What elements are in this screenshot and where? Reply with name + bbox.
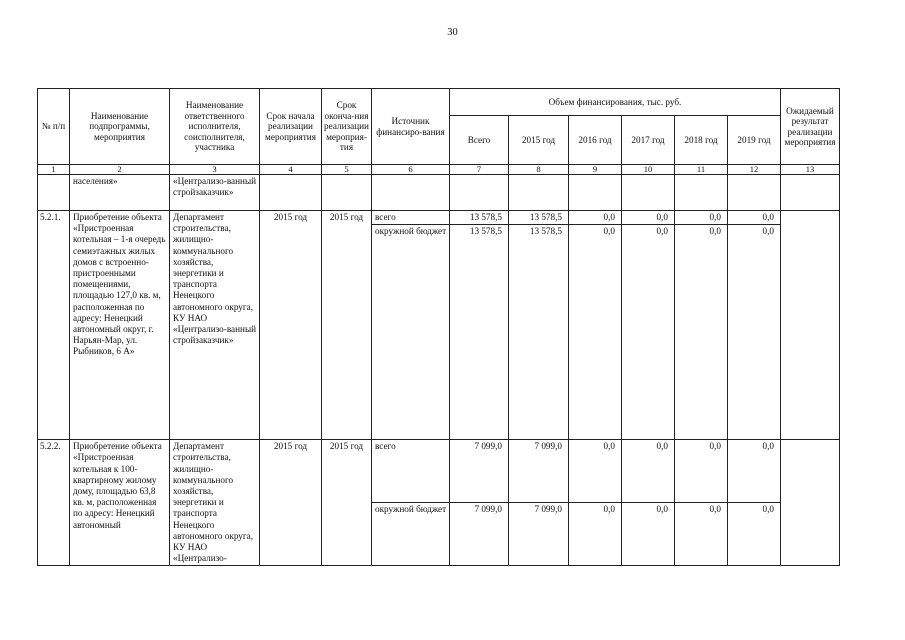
continuation-name: населения» — [70, 175, 170, 211]
row-activity-name: Приобретение объекта «Пристроенная котельная – 1-я очередь семиэтажных жилых домов с встроенно-пристроенными помещениями, площадью 127,0 кв. м, расположенная по адресу: Ненецкий автономный округ, г. Нарьян-Мар, ул. Рыбников, 6 А» — [70, 211, 170, 440]
row-2017: 0,0 — [622, 503, 675, 566]
column-number: 8 — [509, 165, 569, 175]
row-total: 7 099,0 — [450, 503, 509, 566]
row-2019: 0,0 — [728, 503, 781, 566]
row-2018: 0,0 — [675, 440, 728, 503]
row-start: 2015 год — [260, 440, 322, 566]
row-2017: 0,0 — [622, 225, 675, 440]
header-col-total: Всего — [450, 116, 509, 165]
row-2017: 0,0 — [622, 440, 675, 503]
row-end: 2015 год — [322, 211, 372, 440]
row-2019: 0,0 — [728, 211, 781, 225]
header-col-number: № п/п — [38, 89, 70, 165]
row-2018: 0,0 — [675, 225, 728, 440]
row-executor: Департамент строительства, жилищно-коммунального хозяйства, энергетики и транспорта Ненецкого автономного округа, КУ НАО «Централизо- — [170, 440, 260, 566]
row-total: 7 099,0 — [450, 440, 509, 503]
row-2015: 7 099,0 — [509, 503, 569, 566]
row-2016: 0,0 — [569, 440, 622, 503]
column-number: 4 — [260, 165, 322, 175]
row-number: 5.2.2. — [38, 440, 70, 566]
column-number: 5 — [322, 165, 372, 175]
row-result — [781, 440, 840, 566]
continuation-executor: «Централизо-ванный стройзаказчик» — [170, 175, 260, 211]
column-number: 13 — [781, 165, 840, 175]
header-col-start: Срок начала реализации мероприятия — [260, 89, 322, 165]
header-row-1 — [38, 89, 840, 116]
continuation-row — [38, 175, 840, 211]
header-col-source: Источник финансиро-вания — [372, 89, 450, 165]
row-source: всего — [372, 440, 450, 503]
row-start: 2015 год — [260, 211, 322, 440]
column-number: 1 — [38, 165, 70, 175]
column-number: 2 — [70, 165, 170, 175]
header-col-2016: 2016 год — [569, 116, 622, 165]
row-activity-name: Приобретение объекта «Пристроенная котельная к 100-квартирному жилому дому, площадью 63,8 кв. м, расположенная по адресу: Ненецкий автономный — [70, 440, 170, 566]
column-number: 12 — [728, 165, 781, 175]
row-2018: 0,0 — [675, 211, 728, 225]
row-source: всего — [372, 211, 450, 225]
header-col-executor: Наименование ответственного исполнителя, соисполнителя, участника — [170, 89, 260, 165]
row-2015: 7 099,0 — [509, 440, 569, 503]
column-number: 10 — [622, 165, 675, 175]
row-2018: 0,0 — [675, 503, 728, 566]
row-end: 2015 год — [322, 440, 372, 566]
page-number: 30 — [447, 27, 458, 38]
row-2017: 0,0 — [622, 211, 675, 225]
header-col-result: Ожидаемый результат реализации мероприятия — [781, 89, 840, 165]
column-number: 6 — [372, 165, 450, 175]
financing-table — [37, 88, 840, 566]
row-total: 13 578,5 — [450, 225, 509, 440]
row-2015: 13 578,5 — [509, 211, 569, 225]
table-row — [38, 440, 840, 503]
row-source: окружной бюджет — [372, 503, 450, 566]
column-number: 11 — [675, 165, 728, 175]
column-number: 9 — [569, 165, 622, 175]
header-col-2015: 2015 год — [509, 116, 569, 165]
row-2016: 0,0 — [569, 225, 622, 440]
header-col-2018: 2018 год — [675, 116, 728, 165]
header-col-name: Наименование подпрограммы, мероприятия — [70, 89, 170, 165]
row-2015: 13 578,5 — [509, 225, 569, 440]
row-2019: 0,0 — [728, 440, 781, 503]
row-2019: 0,0 — [728, 225, 781, 440]
header-col-2019: 2019 год — [728, 116, 781, 165]
header-col-2017: 2017 год — [622, 116, 675, 165]
row-2016: 0,0 — [569, 503, 622, 566]
row-number: 5.2.1. — [38, 211, 70, 440]
row-result — [781, 211, 840, 440]
column-number: 7 — [450, 165, 509, 175]
column-number-row — [38, 165, 840, 175]
row-total: 13 578,5 — [450, 211, 509, 225]
row-executor: Департамент строительства, жилищно-коммунального хозяйства, энергетики и транспорта Ненецкого автономного округа, КУ НАО «Централизо-ванный стройзаказчик» — [170, 211, 260, 440]
row-2016: 0,0 — [569, 211, 622, 225]
row-source: окружной бюджет — [372, 225, 450, 440]
column-number: 3 — [170, 165, 260, 175]
header-col-end: Срок оконча-ния реализации мероприя-тия — [322, 89, 372, 165]
table-row — [38, 211, 840, 225]
header-funding-group: Объем финансирования, тыс. руб. — [450, 89, 781, 116]
